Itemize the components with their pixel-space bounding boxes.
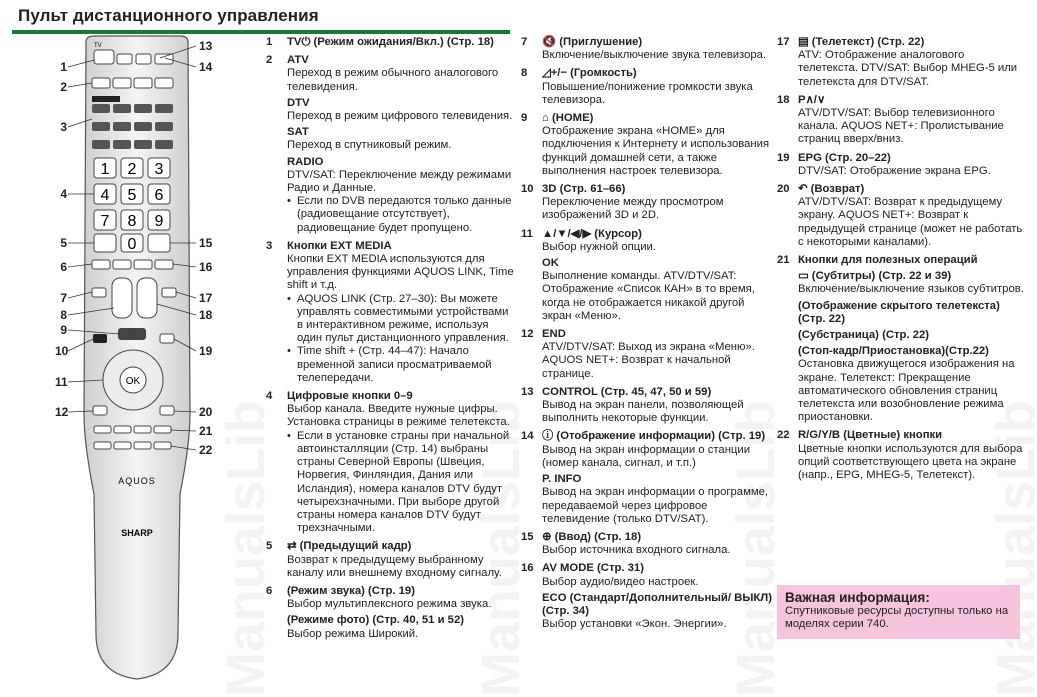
key-5: 5 [127,187,137,204]
item-number: 12 [521,328,534,341]
item-text: Переход в режим цифрового телевидения. [287,110,513,123]
item-block [287,390,514,535]
callout-number: 14 [199,60,213,74]
sat-button[interactable] [134,78,152,88]
key-2: 2 [127,161,137,178]
callout-number: 11 [55,375,68,389]
item-text: Выбор источника входного сигнала. [542,544,731,557]
item-text: Включение/выключение звука телевизора. [542,49,767,62]
item-heading: SAT [287,126,309,139]
key-4: 4 [100,187,110,204]
item-number: 13 [521,385,534,398]
item-text: Отображение экрана «HOME» для подключения к Интернету и использования функций домашней сети, а также выполнения настроек телевизора. [542,125,770,177]
item-block [798,345,1025,424]
control-button[interactable] [117,54,132,64]
item-number: 21 [777,254,790,267]
item-8 [521,67,773,107]
sound-mode-button[interactable] [92,260,110,269]
column-3 [777,36,1025,487]
item-block [542,67,773,107]
callout-number: 3 [60,120,67,134]
item-4 [266,390,514,535]
item-block [287,614,514,640]
return-button[interactable] [160,406,174,415]
item-6 [266,585,514,641]
item-number: 19 [777,151,790,164]
item-text: DTV/SAT: Переключение между режимами Радио и Данные. [287,168,512,195]
item-heading: END [542,328,566,341]
item-12 [521,328,773,381]
item-number: 15 [521,530,534,543]
channel-rocker[interactable] [137,278,157,318]
bullet: • AQUOS LINK (Стр. 27–30): Вы можете управлять совместимыми устройствами в интерактивном режиме, используя один пульт дистанционного управления. [287,293,514,346]
item-number: 4 [266,390,273,403]
item-heading: (Режим звука) (Стр. 19) [287,584,415,597]
item-heading: ⊕ (Ввод) (Стр. 18) [542,530,642,543]
item-heading: Кнопки для полезных операций [798,254,978,267]
item-heading: DTV [287,96,310,109]
item-block [798,254,1025,267]
item-text: Кнопки EXT MEDIA используются для управления функциями AQUOS LINK, Time shift и т.д. [287,253,514,292]
item-heading: ⓘ (Отображение информации) (Стр. 19) [542,430,766,443]
item-5 [266,540,514,580]
tv-power-button[interactable] [94,50,114,64]
item-block [798,183,1025,249]
bullet: • Если в установке страны при начальной автоинсталляции (Стр. 14) выбраны страны Северной Европы (Швеция, Норвегия, Финляндия, Дания или Исландия), номера каналов DTV будут четырехзначными. При выборе другой страны номера каналов DTV будут трехзначными. [287,430,514,536]
item-text: Вывод на экран панели, позволяющей выполнить некоторые функции. [542,399,744,425]
item-heading: P∧/∨ [798,93,826,106]
item-19 [777,152,1025,178]
item-number: 2 [266,54,273,67]
callout-number: 12 [55,405,69,419]
item-block [542,257,773,323]
item-text: Вывод на экран информации о станции (номер канала, сигнал, и т.п.) [542,443,751,469]
item-number: 6 [266,584,273,597]
item-number: 17 [777,36,790,48]
item-heading: ▤ (Телетекст) (Стр. 22) [798,36,925,48]
3d-button[interactable] [93,334,107,343]
epg-button[interactable] [160,334,174,343]
item-9 [521,112,773,178]
item-text: ATV/DTV/SAT: Возврат к предыдущему экрану. AQUOS NET+: Возврат к предыдущей странице (может не работать с некоторыми каналами). [798,196,1023,248]
item-13 [521,386,773,426]
item-block [798,94,1025,147]
volume-rocker[interactable] [112,278,132,318]
item-block [287,126,514,152]
item-block [798,270,1025,296]
pinfo-button[interactable] [155,54,173,64]
item-number: 11 [521,227,533,240]
item-20 [777,183,1025,249]
callout-number: 8 [60,308,67,322]
callout-number: 17 [199,291,213,305]
item-block [798,329,1025,342]
item-21 [777,254,1025,424]
item-text: Выбор аудио/видео настроек. [542,575,699,588]
callout-number: 5 [60,236,67,250]
item-heading: (Стоп-кадр/Приостановка)(Стр.22) [798,345,989,358]
mute-button[interactable] [92,288,106,297]
end-button[interactable] [93,406,107,415]
item-block [542,228,773,254]
dtv-button[interactable] [113,78,131,88]
item-block [542,36,773,62]
item-14 [521,430,773,525]
item-number: 7 [521,36,528,48]
item-heading: (Субстраница) (Стр. 22) [798,329,930,342]
item-text: Выбор установки «Экон. Энергии». [542,618,727,631]
item-block [542,531,773,557]
item-heading: ⇄ (Предыдущий кадр) [287,540,412,553]
key-0: 0 [127,236,137,253]
item-block [287,240,514,385]
key-8: 8 [127,213,137,230]
callout-number: 20 [199,405,213,419]
bullet: • Time shift + (Стр. 44–47): Начало временной записи просматриваемой телепередачи. [287,345,514,385]
item-heading: (Отображение скрытого телетекста) (Стр. 22) [798,299,1000,325]
item-text: Вывод на экран информации о программе, передаваемой через цифровое телевидение (только DTV/SAT). [542,486,769,525]
item-block [542,183,773,223]
key-9: 9 [154,213,164,230]
item-text: Переход в спутниковый режим. [287,139,452,152]
item-heading: P. INFO [542,473,582,486]
item-text: ATV/DTV/SAT: Выход из экрана «Меню». AQUOS NET+: Возврат к начальной странице. [542,341,755,380]
item-11 [521,228,773,323]
page-title: Пульт дистанционного управления [18,6,319,25]
radio-button[interactable] [155,78,173,88]
item-block [798,36,1025,89]
callout-number: 19 [199,344,213,358]
item-heading: TV⏻ (Режим ожидания/Вкл.) (Стр. 18) [287,36,494,48]
callout-number: 7 [60,291,67,305]
key-1: 1 [100,161,110,178]
item-text: Выбор канала. Введите нужные цифры. Установка страницы в режиме телетекста. [287,403,510,429]
brand-logo: AQUOS [118,476,156,486]
column-1 [266,36,514,646]
item-heading: AV MODE (Стр. 31) [542,562,644,575]
item-number: 10 [521,183,534,196]
item-block [798,300,1025,326]
item-text: Выполнение команды. ATV/DTV/SAT: Отображение «Список КАН» в то время, когда не отображается никакой другой экран «Меню». [542,270,755,322]
callout-number: 13 [199,39,213,53]
callout-number: 4 [60,187,67,201]
item-text: Включение/выключение языков субтитров. [798,283,1024,296]
item-text: Возврат к предыдущему выбранному каналу или внешнему входному сигналу. [287,553,502,579]
item-block [542,430,773,470]
callout-number: 6 [60,260,67,274]
item-block [287,585,514,611]
key-6: 6 [154,187,164,204]
atv-button[interactable] [92,78,110,88]
item-block [542,562,773,588]
item-block [542,112,773,178]
item-text: Цветные кнопки используются для выбора опций соответствующего цвета на экране (напр., EPG, MHEG-5, Телетекст). [798,442,1023,482]
item-number: 8 [521,67,528,80]
notice-text: Спутниковые ресурсы доступны только на моделях серии 740. [785,605,1009,630]
key-7: 7 [100,213,110,230]
callout-number: 2 [60,80,67,94]
item-heading: Кнопки EXT MEDIA [287,239,392,252]
item-heading: ⌂ (HOME) [542,112,594,125]
item-text: Остановка движущегося изображения на экране. Телетекст: Прекращение автоматического обновления страниц телетекста или возобновление режима приостановки. [798,358,1015,424]
callout-number: 1 [60,60,67,74]
maker-logo: SHARP [121,528,153,538]
item-text: ATV/DTV/SAT: Выбор телевизионного канала. AQUOS NET+: Пролистывание страниц вверх/вниз. [798,107,1004,146]
item-heading: ATV [287,54,309,67]
item-block [542,473,773,526]
item-heading: ↶ (Возврат) [798,183,865,196]
item-heading: 3D (Стр. 61–66) [542,183,626,196]
item-block [287,54,514,94]
item-block [798,152,1025,178]
callout-number: 16 [199,260,213,274]
item-text: Выбор мультиплексного режима звука. [287,598,492,611]
item-number: 1 [266,36,273,48]
item-block [542,386,773,426]
info-button[interactable] [136,54,151,64]
item-heading: (Режиме фото) (Стр. 40, 51 и 52) [287,614,465,627]
item-block [287,540,514,580]
item-text: Переход в режим обычного аналогового телевидения. [287,67,499,93]
item-text: Переключение между просмотром изображений 3D и 2D. [542,196,724,222]
item-heading: EPG (Стр. 20–22) [798,151,891,164]
item-heading: ◿+/− (Громкость) [542,67,637,80]
bullet: • Если по DVB передаются только данные (радиовещание отсутствует), радиовещание будет пропущено. [287,195,514,235]
tv-label: TV [94,43,102,49]
item-16 [521,562,773,631]
item-number: 20 [777,183,790,196]
item-number: 14 [521,430,534,443]
item-15 [521,531,773,557]
item-text: ATV: Отображение аналогового телетекста. DTV/SAT: Выбор MHEG-5 или телетекста для DTV/SAT. [798,49,1018,88]
teletext-button[interactable] [162,288,176,297]
item-number: 9 [521,112,528,125]
item-10 [521,183,773,223]
callout-number: 10 [55,344,69,358]
item-3 [266,240,514,385]
notice-heading: Важная информация: [785,590,930,605]
callout-number: 9 [60,323,67,337]
item-heading: ECO (Стандарт/Дополнительный/ ВЫКЛ) (Стр. 34) [542,591,772,617]
item-heading: OK [542,257,559,270]
item-block [542,328,773,381]
item-text: Повышение/понижение громкости звука телевизора. [542,80,753,106]
item-block [798,429,1025,482]
eco-button[interactable] [155,260,173,269]
item-heading: CONTROL (Стр. 45, 47, 50 и 59) [542,385,712,398]
item-heading: R/G/Y/B (Цветные) кнопки [798,429,943,442]
item-text: DTV/SAT: Отображение экрана EPG. [798,164,991,177]
item-heading: ▭ (Субтитры) (Стр. 22 и 39) [798,270,952,283]
item-number: 3 [266,239,273,252]
item-number: 5 [266,540,273,553]
item-number: 16 [521,562,534,575]
important-info-box [777,585,1020,639]
item-heading: 🔇 (Приглушение) [542,36,643,48]
callout-number: 22 [199,443,213,457]
home-button[interactable] [118,328,146,340]
item-block [287,97,514,123]
callout-number: 15 [199,236,213,250]
item-2 [266,54,514,235]
item-1 [266,36,514,49]
ok-label: OK [125,376,141,387]
item-number: 22 [777,429,790,442]
item-text: Выбор нужной опции. [542,240,657,253]
remote-illustration [0,34,250,694]
column-2 [521,36,773,636]
av-mode-button[interactable] [134,260,152,269]
item-block [287,36,514,49]
item-heading: ▲/▼/◀/▶ (Курсор) [542,227,642,240]
item-22 [777,429,1025,482]
picture-mode-button[interactable] [113,260,131,269]
item-block [287,156,514,235]
item-heading: RADIO [287,155,324,168]
item-18 [777,94,1025,147]
item-heading: Цифровые кнопки 0–9 [287,390,413,403]
item-block [542,592,773,632]
key-3: 3 [154,161,164,178]
callout-number: 21 [199,424,213,438]
callout-number: 18 [199,308,213,322]
item-7 [521,36,773,62]
item-17 [777,36,1025,89]
item-text: Выбор режима Широкий. [287,627,419,640]
item-number: 18 [777,93,790,106]
ext-media-label-bar [92,96,120,102]
